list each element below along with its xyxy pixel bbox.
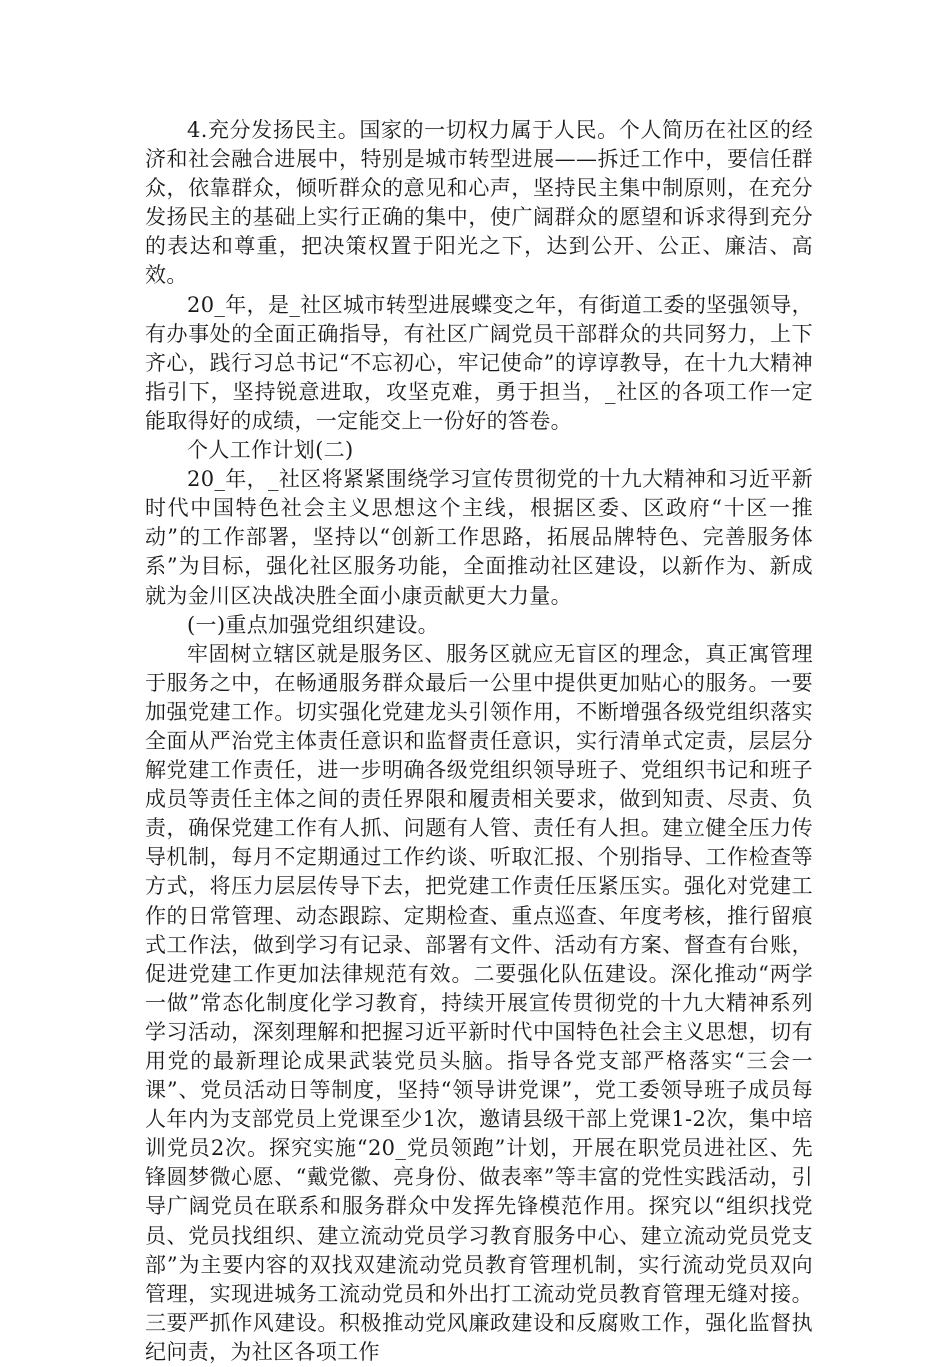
subheading-party-organization: (一)重点加强党组织建设。: [187, 612, 439, 637]
section-heading-plan-two: 个人工作计划(二): [187, 438, 354, 463]
paragraph-year-summary: 20_年，是_社区城市转型进展蝶变之年，有街道工委的坚强领导，有办事处的全面正确指导，有社区广阔党员干部群众的共同努力，上下齐心，践行习总书记“不忘初心，牢记使命”的谆谆教导，在十九大精神指引下，坚持锐意进取，攻坚克难，勇于担当，_社区的各项工作一定能取得好的成绩，一定能交上一份好的答卷。: [145, 292, 813, 433]
paragraph-year-goals: 20_年，_社区将紧紧围绕学习宣传贯彻党的十九大精神和习近平新时代中国特色社会主义思想这个主线，根据区委、区政府“十区一推动”的工作部署，坚持以“创新工作思路，拓展品牌特色、完善服务体系”为目标，强化社区服务功能，全面推动社区建设，以新作为、新成就为金川区决战决胜全面小康贡献更大力量。: [145, 467, 813, 608]
paragraph-democracy: 4.充分发扬民主。国家的一切权力属于人民。个人简历在社区的经济和社会融合进展中，特别是城市转型进展——拆迁工作中，要信任群众，依靠群众，倾听群众的意见和心声，坚持民主集中制原则，在充分发扬民主的基础上实行正确的集中，使广阔群众的愿望和诉求得到充分的表达和尊重，把决策权置于阳光之下，达到公开、公正、廉洁、高效。: [145, 118, 813, 288]
paragraph-party-building: 牢固树立辖区就是服务区、服务区就应无盲区的理念，真正寓管理于服务之中，在畅通服务群众最后一公里中提供更加贴心的服务。一要加强党建工作。切实强化党建龙头引领作用，不断增强各级党组织落实全面从严治党主体责任意识和监督责任意识，实行清单式定责，层层分解党建工作责任，进一步明确各级党组织领导班子、党组织书记和班子成员等责任主体之间的责任界限和履责相关要求，做到知责、尽责、负责，确保党建工作有人抓、问题有人管、责任有人担。建立健全压力传导机制，每月不定期通过工作约谈、听取汇报、个别指导、工作检查等方式，将压力层层传导下去，把党建工作责任压紧压实。强化对党建工作的日常管理、动态跟踪、定期检查、重点巡查、年度考核，推行留痕式工作法，做到学习有记录、部署有文件、活动有方案、督查有台账，促进党建工作更加法律规范有效。二要强化队伍建设。深化推动“两学一做”常态化制度化学习教育，持续开展宣传贯彻党的十九大精神系列学习活动，深刻理解和把握习近平新时代中国特色社会主义思想，切有用党的最新理论成果武装党员头脑。指导各党支部严格落实“三会一课”、党员活动日等制度，坚持“领导讲党课”，党工委领导班子成员每人年内为支部党员上党课至少1次，邀请县级干部上党课1-2次，集中培训党员2次。探究实施“20_党员领跑”计划，开展在职党员进社区、先锋圆梦微心愿、“戴党徽、亮身份、做表率”等丰富的党性实践活动，引导广阔党员在联系和服务群众中发挥先锋模范作用。探究以“组织找党员、党员找组织、建立流动党员学习教育服务中心、建立流动党员党支部”为主要内容的双找双建流动党员教育管理机制，实行流动党员双向管理，实现进城务工流动党员和外出打工流动党员教育管理无缝对接。三要严抓作风建设。积极推动党风廉政建设和反腐败工作，强化监督执纪问责，为社区各项工作: [145, 641, 813, 1364]
document-body: [145, 116, 813, 1367]
